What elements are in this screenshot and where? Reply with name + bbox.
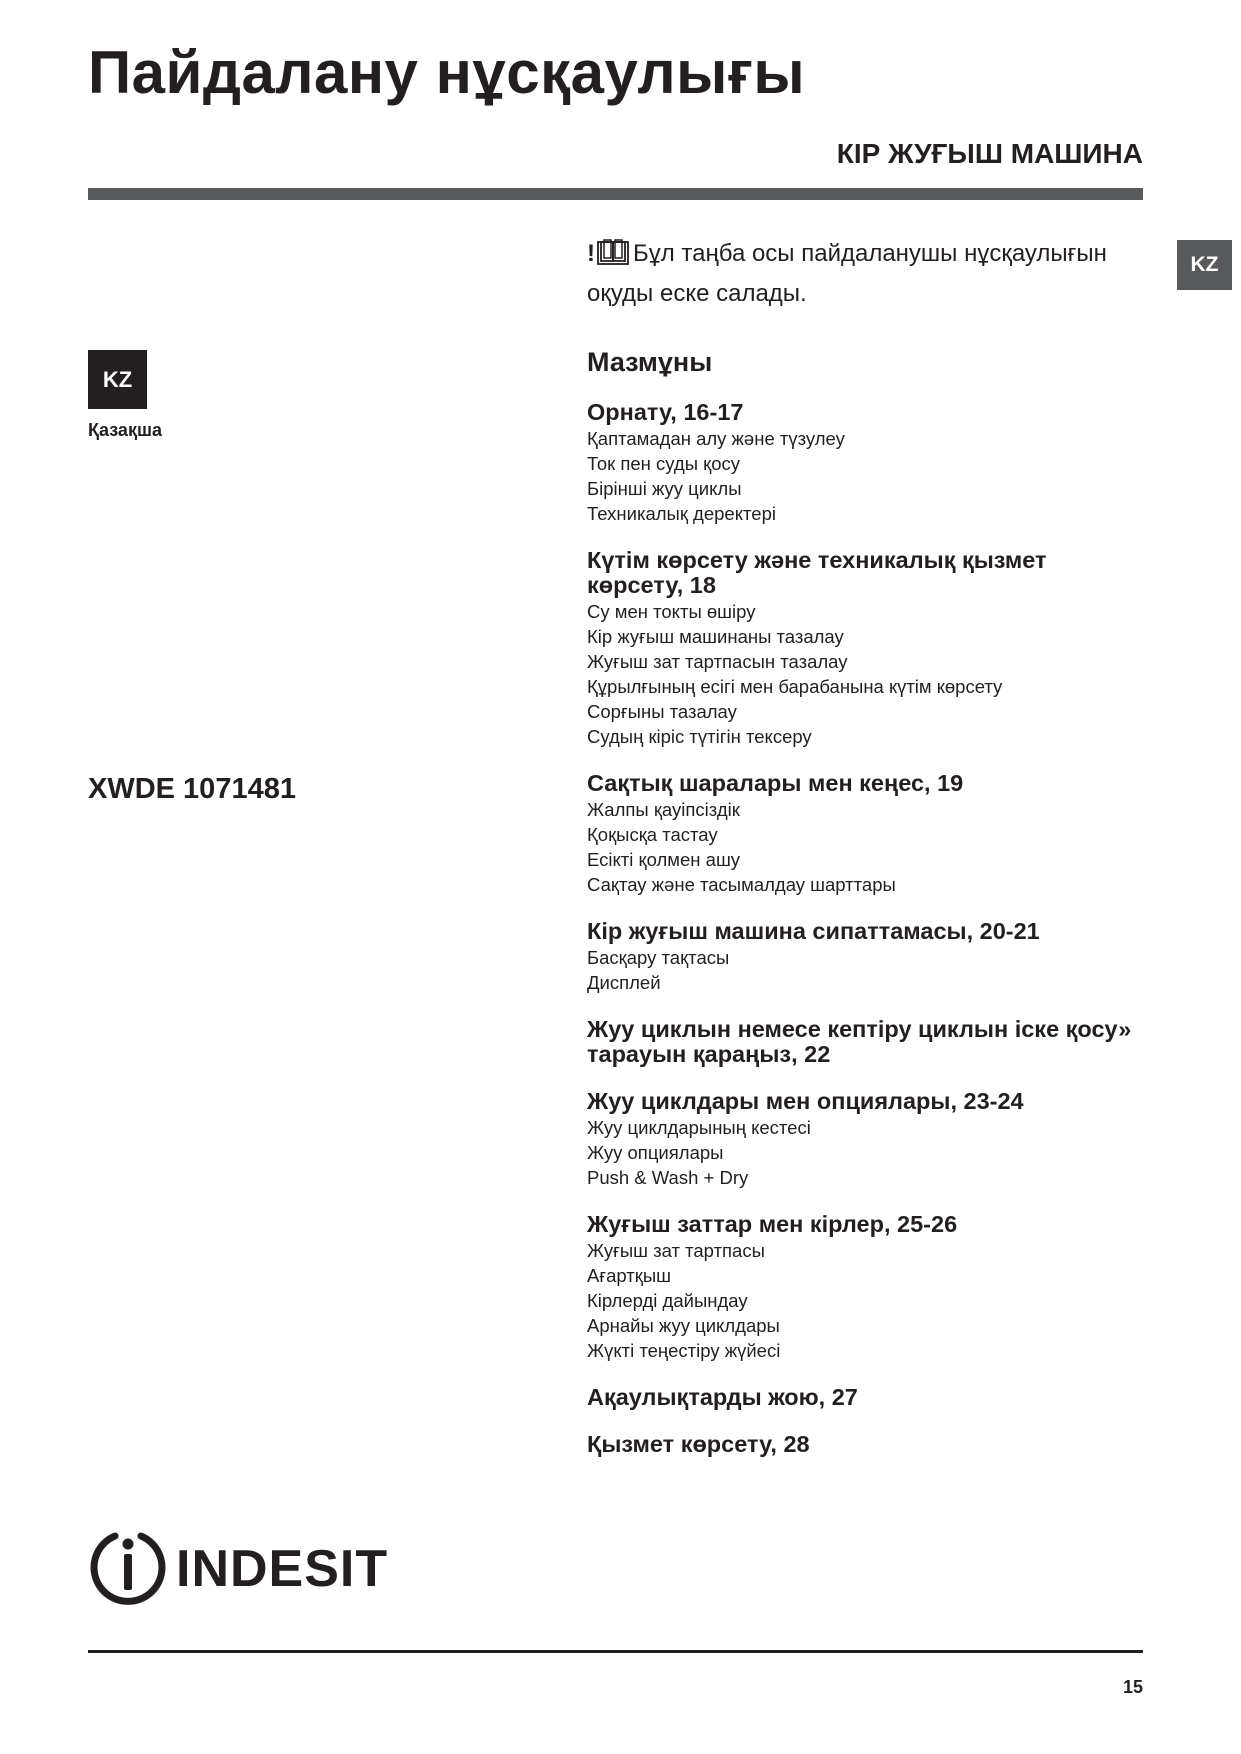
table-of-contents bbox=[587, 345, 1147, 1479]
section-item-list bbox=[587, 945, 1147, 995]
section-item: Кір жуғыш машинаны тазалау bbox=[587, 626, 844, 647]
section-item: Қаптамадан алу және түзулеу bbox=[587, 428, 845, 449]
language-name: Қазақша bbox=[88, 420, 162, 440]
section-item: Жуу опциялары bbox=[587, 1142, 724, 1163]
section-heading: Жуғыш заттар мен кірлер, 25-26 bbox=[587, 1211, 958, 1237]
contents-section bbox=[587, 1212, 1147, 1363]
section-item: Жалпы қауіпсіздік bbox=[587, 799, 740, 820]
section-heading: Орнату, 16-17 bbox=[587, 399, 744, 425]
section-heading: Қызмет көрсету, 28 bbox=[587, 1431, 810, 1457]
section-item: Жүкті теңестіру жүйесі bbox=[587, 1340, 781, 1361]
contents-section bbox=[587, 1017, 1147, 1067]
model-number: XWDE 1071481 bbox=[88, 773, 296, 805]
section-item: Жуу циклдарының кестесі bbox=[587, 1117, 811, 1138]
page-title: Пайдалану нұсқаулығы bbox=[88, 39, 806, 106]
section-item-list bbox=[587, 797, 1147, 897]
section-item-list bbox=[587, 1115, 1147, 1190]
section-item: Кірлерді дайындау bbox=[587, 1290, 748, 1311]
section-item-list bbox=[587, 1238, 1147, 1363]
contents-section bbox=[587, 400, 1147, 526]
document-subtitle: КІР ЖУҒЫШ МАШИНА bbox=[836, 138, 1143, 169]
book-icon bbox=[597, 239, 629, 276]
header-divider bbox=[88, 188, 1143, 200]
section-item-list bbox=[587, 426, 1147, 526]
section-item: Су мен токты өшіру bbox=[587, 601, 756, 622]
section-item: Жуғыш зат тартпасын тазалау bbox=[587, 651, 848, 672]
reading-reminder-note bbox=[587, 236, 1147, 312]
contents-sections bbox=[587, 400, 1147, 1457]
indesit-logo-mark bbox=[88, 1526, 168, 1611]
section-item: Есікті қолмен ашу bbox=[587, 849, 741, 870]
contents-section bbox=[587, 919, 1147, 995]
contents-section bbox=[587, 771, 1147, 897]
section-item: Жуғыш зат тартпасы bbox=[587, 1240, 765, 1261]
contents-section bbox=[587, 548, 1147, 749]
footer-divider bbox=[88, 1650, 1143, 1653]
section-item: Ағартқыш bbox=[587, 1265, 671, 1286]
language-badge: KZ bbox=[88, 350, 147, 409]
section-item: Судың кіріс түтігін тексеру bbox=[587, 726, 812, 747]
section-heading: Жуу циклын немесе кептіру циклын іске қосу» тарауын қараңыз, 22 bbox=[587, 1016, 1132, 1067]
side-language-tab: KZ bbox=[1177, 240, 1232, 290]
section-heading: Ақаулықтарды жою, 27 bbox=[587, 1384, 858, 1410]
section-heading: Күтім көрсету және техникалық қызмет көрсету, 18 bbox=[587, 547, 1047, 598]
section-item: Құрылғының есігі мен барабанына күтім көрсету bbox=[587, 676, 1003, 697]
contents-title: Мазмұны bbox=[587, 347, 713, 377]
section-item: Техникалық деректері bbox=[587, 503, 776, 524]
page-number: 15 bbox=[1122, 1677, 1143, 1697]
section-heading: Сақтық шаралары мен кеңес, 19 bbox=[587, 770, 964, 796]
section-item: Басқару тақтасы bbox=[587, 947, 730, 968]
reminder-text: Бұл таңба осы пайдаланушы нұсқаулығын оқуды еске салады. bbox=[587, 240, 1107, 307]
contents-section bbox=[587, 1432, 1147, 1457]
section-item: Сорғыны тазалау bbox=[587, 701, 737, 722]
indesit-logo bbox=[88, 1526, 388, 1611]
section-heading: Кір жуғыш машина сипаттамасы, 20-21 bbox=[587, 918, 1040, 944]
contents-section bbox=[587, 1385, 1147, 1410]
brand-name: INDESIT bbox=[176, 1539, 389, 1598]
contents-section bbox=[587, 1089, 1147, 1190]
section-item: Push & Wash + Dry bbox=[587, 1167, 749, 1188]
section-item: Бірінші жуу циклы bbox=[587, 478, 742, 499]
section-item-list bbox=[587, 599, 1147, 749]
section-heading: Жуу циклдары мен опциялары, 23-24 bbox=[587, 1088, 1024, 1114]
section-item: Арнайы жуу циклдары bbox=[587, 1315, 780, 1336]
warning-mark: ! bbox=[587, 240, 595, 267]
section-item: Қоқысқа тастау bbox=[587, 824, 718, 845]
section-item: Сақтау және тасымалдау шарттары bbox=[587, 874, 896, 895]
section-item: Ток пен суды қосу bbox=[587, 453, 741, 474]
section-item: Дисплей bbox=[587, 972, 661, 993]
